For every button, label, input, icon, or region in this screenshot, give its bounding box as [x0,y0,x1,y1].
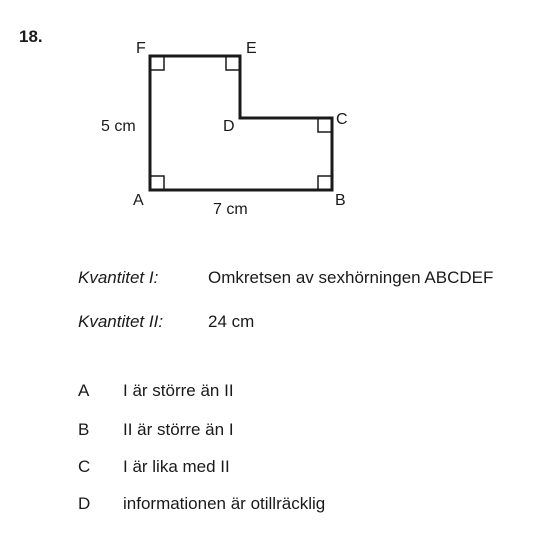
vertex-label-c: C [336,111,348,128]
vertex-label-b: B [335,192,346,209]
hexagon-figure [0,0,554,240]
quantity-value: 24 cm [208,312,255,331]
right-angle-marker-b [318,176,332,190]
vertex-label-a: A [133,192,144,209]
quantity-label: Kvantitet I: [78,268,159,287]
right-angle-marker-f [150,56,164,70]
right-angle-marker-c [318,118,332,132]
vertex-label-e: E [246,40,257,57]
answer-option-d[interactable] [78,494,325,514]
option-letter: D [78,494,91,513]
width-dimension-label: 7 cm [213,201,248,218]
vertex-label-f: F [136,40,146,57]
option-letter: A [78,381,90,400]
option-letter: C [78,457,91,476]
option-text: informationen är otillräcklig [123,494,326,513]
option-letter: B [78,420,90,439]
option-text: II är större än I [123,420,234,439]
vertex-label-d: D [223,118,235,135]
question-number: 18. [19,27,43,46]
answer-option-b[interactable] [78,420,234,440]
option-text: I är lika med II [123,457,230,476]
hexagon-outline [150,56,332,190]
quantity-value: Omkretsen av sexhörningen ABCDEF [208,268,494,287]
right-angle-marker-e [226,56,240,70]
quantity-label: Kvantitet II: [78,312,164,331]
height-dimension-label: 5 cm [101,118,136,135]
quantity-row-1 [78,268,493,288]
answer-option-a[interactable] [78,381,234,401]
option-text: I är större än II [123,381,234,400]
answer-option-c[interactable] [78,457,230,477]
right-angle-marker-a [150,176,164,190]
quantity-row-2 [78,312,254,332]
